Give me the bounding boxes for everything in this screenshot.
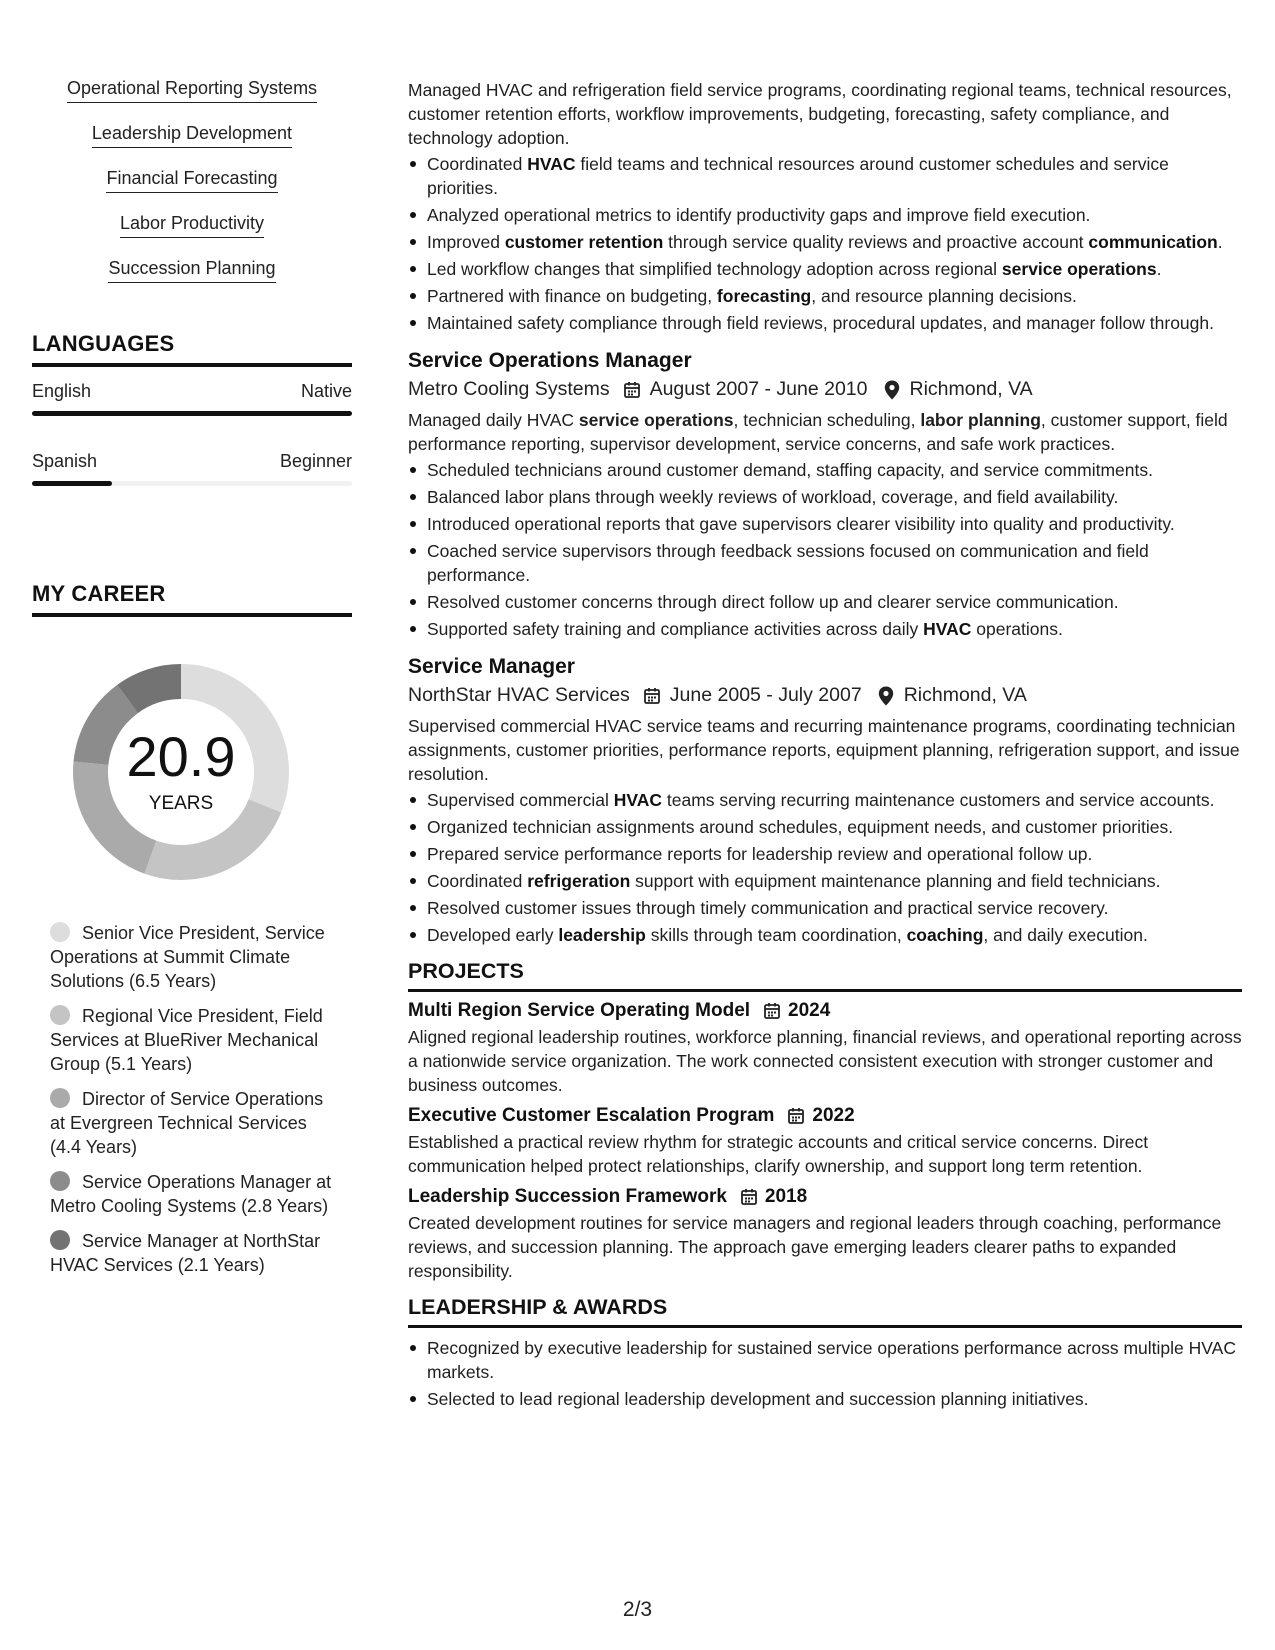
career-legend-item — [50, 1170, 332, 1218]
job-dates: August 2007 - June 2010 — [649, 378, 868, 400]
bullet-item: Introduced operational reports that gave supervisors clearer visibility into quality and productivity. — [408, 512, 1242, 536]
role-bullets — [408, 152, 1242, 335]
job-location: Richmond, VA — [903, 684, 1027, 706]
location-pin-icon — [882, 380, 902, 400]
sidebar — [32, 78, 352, 1288]
job-meta — [408, 684, 1242, 707]
project-description: Established a practical review rhythm for strategic accounts and critical service concerns. Direct communication helped protect relationships, clarify ownership, and support long term retention. — [408, 1132, 1149, 1176]
language-proficiency-fill — [32, 481, 112, 486]
location-pin-icon — [876, 686, 896, 706]
career-total-years: 20.9 — [126, 725, 236, 788]
bullet-item: Supported safety training and compliance activities across daily HVAC operations. — [408, 617, 1242, 641]
language-level: Beginner — [279, 451, 352, 471]
bullet-item: Supervised commercial HVAC teams serving recurring maintenance customers and service accounts. — [408, 788, 1242, 812]
job-company: NorthStar HVAC Services — [408, 684, 630, 706]
bullet-item: Coached service supervisors through feedback sessions focused on communication and field performance. — [408, 539, 1242, 587]
bullet-item: Improved customer retention through service quality reviews and proactive account communication. — [408, 230, 1242, 254]
project-year: 2022 — [812, 1105, 855, 1126]
skill-tag: Labor Productivity — [120, 213, 264, 238]
career-legend-item — [50, 1004, 332, 1076]
languages-heading: LANGUAGES — [32, 331, 352, 367]
job-location: Richmond, VA — [909, 378, 1033, 400]
project-entry — [408, 1000, 1242, 1097]
emphasis-text: HVAC — [923, 619, 972, 639]
project-title-row — [408, 1105, 1242, 1127]
calendar-icon — [786, 1106, 806, 1126]
awards-heading: LEADERSHIP & AWARDS — [408, 1295, 1242, 1328]
bullet-item: Prepared service performance reports for leadership review and operational follow up. — [408, 842, 1242, 866]
bullet-item: Developed early leadership skills through team coordination, coaching, and daily execution. — [408, 923, 1242, 947]
job-entry — [408, 655, 1242, 947]
bullet-item: Maintained safety compliance through field reviews, procedural updates, and manager follow through. — [408, 311, 1242, 335]
job-title: Service Operations Manager — [408, 349, 692, 372]
career-years-label: YEARS — [148, 793, 214, 814]
bullet-item: Organized technician assignments around schedules, equipment needs, and customer priorities. — [408, 815, 1242, 839]
emphasis-text: forecasting — [716, 286, 812, 306]
bullet-item: Resolved customer issues through timely communication and practical service recovery. — [408, 896, 1242, 920]
skill-tag: Succession Planning — [108, 258, 275, 283]
career-legend-item — [50, 921, 332, 993]
career-legend-label: Senior Vice President, Service Operations at Summit Climate Solutions (6.5 Years) — [50, 923, 325, 991]
emphasis-text: labor planning — [920, 410, 1041, 430]
language-proficiency-bar — [32, 481, 352, 486]
skill-tag: Operational Reporting Systems — [67, 78, 317, 103]
calendar-icon — [762, 1001, 782, 1021]
legend-dot-icon — [50, 1088, 70, 1108]
job-bullets — [408, 788, 1242, 947]
language-name: English — [32, 381, 92, 401]
bullet-item: Coordinated HVAC field teams and technical resources around customer schedules and service priorities. — [408, 152, 1242, 200]
career-legend-label: Regional Vice President, Field Services at BlueRiver Mechanical Group (5.1 Years) — [50, 1006, 323, 1074]
career-legend-item — [50, 1087, 332, 1159]
bullet-item: Led workflow changes that simplified technology adoption across regional service operations. — [408, 257, 1242, 281]
calendar-icon — [642, 686, 662, 706]
career-heading: MY CAREER — [32, 581, 352, 617]
project-description: Created development routines for service managers and regional leaders through coaching, performance reviews, and succession planning. The approach gave emerging leaders clearer paths to expanded responsibility. — [408, 1213, 1222, 1281]
legend-dot-icon — [50, 1230, 70, 1250]
calendar-icon — [739, 1187, 759, 1207]
language-proficiency-fill — [32, 411, 352, 416]
project-title-row — [408, 1000, 1242, 1022]
job-bullets — [408, 458, 1242, 641]
emphasis-text: coaching — [906, 925, 984, 945]
career-legend — [32, 921, 352, 1277]
bullet-item: Coordinated refrigeration support with equipment maintenance planning and field technicians. — [408, 869, 1242, 893]
emphasis-text: leadership — [558, 925, 646, 945]
emphasis-text: service operations — [578, 410, 734, 430]
bullet-item: Partnered with finance on budgeting, forecasting, and resource planning decisions. — [408, 284, 1242, 308]
emphasis-text: customer retention — [504, 232, 664, 252]
bullet-item: Resolved customer concerns through direct follow up and clearer service communication. — [408, 590, 1242, 614]
emphasis-text: HVAC — [527, 154, 576, 174]
skills-list — [32, 78, 352, 303]
project-year: 2024 — [788, 1000, 831, 1021]
project-entry — [408, 1105, 1242, 1178]
career-legend-item — [50, 1229, 332, 1277]
bullet-item: Analyzed operational metrics to identify productivity gaps and improve field execution. — [408, 203, 1242, 227]
bullet-item: Balanced labor plans through weekly reviews of workload, coverage, and field availability. — [408, 485, 1242, 509]
language-row — [32, 437, 352, 507]
job-summary: Supervised commercial HVAC service teams and recurring maintenance programs, coordinating technician assignments, customer priorities, performance reports, equipment planning, refrigeration support, and issue resolution. — [408, 716, 1240, 784]
emphasis-text: service operations — [1001, 259, 1157, 279]
awards-list — [408, 1336, 1242, 1411]
language-name: Spanish — [32, 451, 98, 471]
job-dates: June 2005 - July 2007 — [669, 684, 862, 706]
bullet-item: Scheduled technicians around customer demand, staffing capacity, and service commitments. — [408, 458, 1242, 482]
skill-tag: Leadership Development — [92, 123, 292, 148]
emphasis-text: refrigeration — [527, 871, 631, 891]
career-donut-chart — [66, 657, 296, 887]
project-title-row — [408, 1186, 1242, 1208]
projects-heading: PROJECTS — [408, 959, 1242, 992]
legend-dot-icon — [50, 922, 70, 942]
language-row — [32, 367, 352, 437]
calendar-icon — [622, 380, 642, 400]
job-summary: Managed daily HVAC service operations, technician scheduling, labor planning, customer support, field performance reporting, supervisor development, service concerns, and safe work practices. — [408, 410, 1228, 454]
career-legend-label: Service Manager at NorthStar HVAC Services (2.1 Years) — [50, 1231, 321, 1275]
award-item: Selected to lead regional leadership development and succession planning initiatives. — [408, 1387, 1242, 1411]
career-legend-label: Service Operations Manager at Metro Cooling Systems (2.8 Years) — [50, 1172, 332, 1216]
job-entry — [408, 349, 1242, 641]
page-number: 2/3 — [622, 1598, 653, 1621]
emphasis-text: HVAC — [613, 790, 663, 810]
project-title: Leadership Succession Framework — [408, 1186, 727, 1207]
language-level: Native — [300, 381, 352, 401]
job-title: Service Manager — [408, 655, 575, 678]
project-entry — [408, 1186, 1242, 1283]
project-title: Multi Region Service Operating Model — [408, 1000, 751, 1021]
legend-dot-icon — [50, 1005, 70, 1025]
main-content — [408, 78, 1242, 1414]
emphasis-text: communication — [1088, 232, 1218, 252]
project-title: Executive Customer Escalation Program — [408, 1105, 775, 1126]
project-year: 2018 — [764, 1186, 808, 1207]
award-item: Recognized by executive leadership for sustained service operations performance across multiple HVAC markets. — [408, 1336, 1242, 1384]
language-proficiency-bar — [32, 411, 352, 416]
role-summary: Managed HVAC and refrigeration field service programs, coordinating regional teams, technical resources, customer retention efforts, workflow improvements, budgeting, forecasting, safety compliance, and technology adoption. — [408, 80, 1232, 148]
job-company: Metro Cooling Systems — [408, 378, 610, 400]
job-meta — [408, 378, 1242, 401]
career-legend-label: Director of Service Operations at Evergreen Technical Services (4.4 Years) — [50, 1089, 324, 1157]
skill-tag: Financial Forecasting — [106, 168, 277, 193]
legend-dot-icon — [50, 1171, 70, 1191]
project-description: Aligned regional leadership routines, workforce planning, financial reviews, and operational reporting across a nationwide service organization. The work connected consistent execution with stronger customer and business outcomes. — [408, 1027, 1242, 1095]
